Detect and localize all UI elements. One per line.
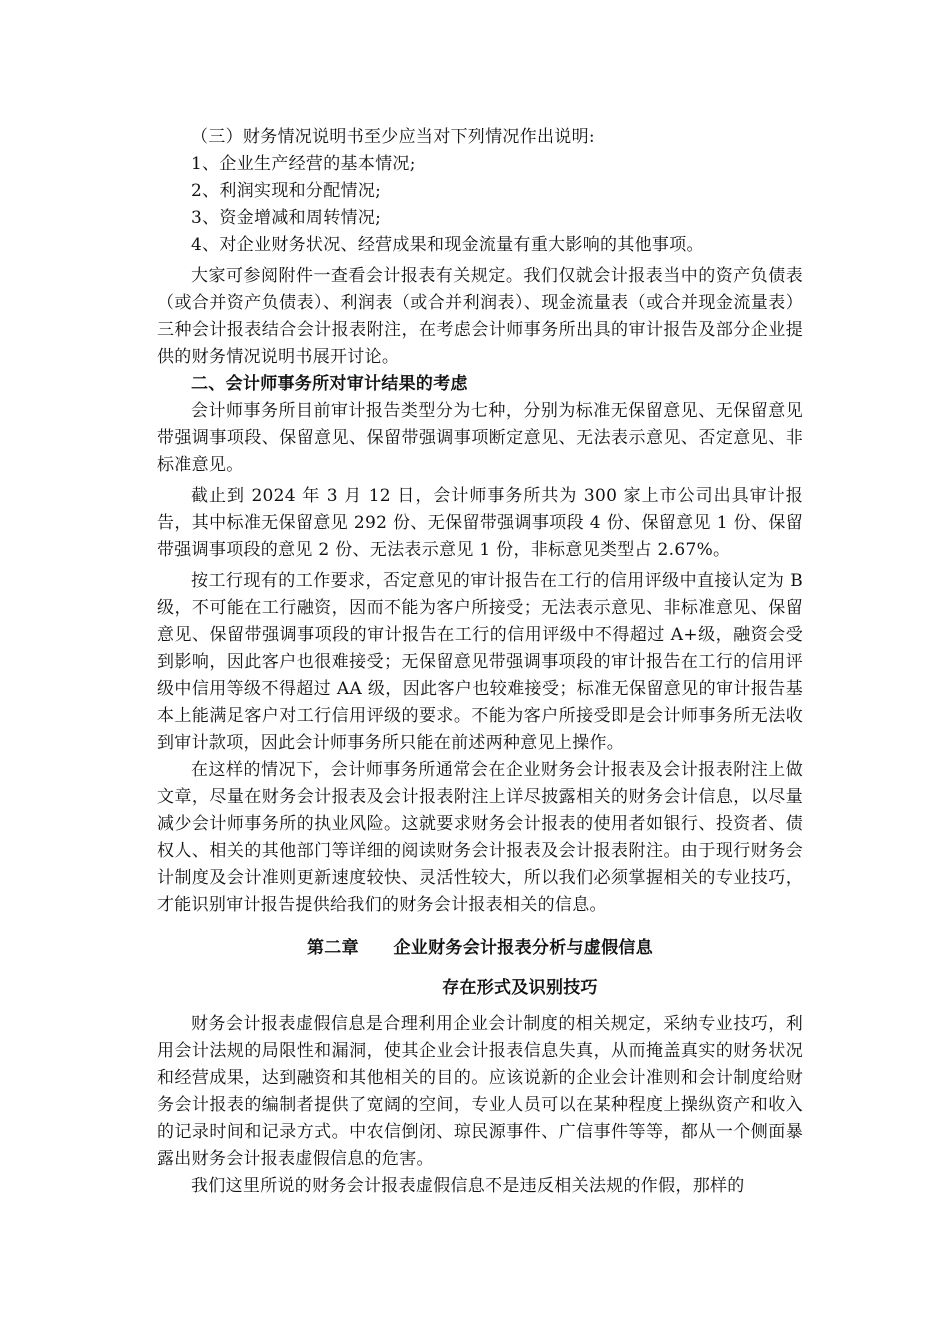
- intro-heading: （三）财务情况说明书至少应当对下列情况作出说明:: [191, 127, 595, 147]
- paragraph-stats: 截止到 2024 年 3 月 12 日，会计师事务所共为 300 家上市公司出具审计报告，其中标准无保留意见 292 份、无保留带强调事项段 4 份、保留意见 1 份、保留带强调事项段的意见 2 份、无法表示意见 1 份，非标意见类型占 2.67%。: [157, 486, 803, 560]
- section-heading: 二、会计师事务所对审计结果的考虑: [191, 374, 468, 394]
- paragraph-situation: 在这样的情况下，会计师事务所通常会在企业财务会计报表及会计报表附注上做文章，尽量在财务会计报表及会计报表附注上详尽披露相关的财务会计信息，以尽量减少会计师事务所的执业风险。这就要求财务会计报表的使用者如银行、投资者、债权人、相关的其他部门等详细的阅读财务会计报表及会计报表附注。由于现行财务会计制度及会计准则更新速度较快、灵活性较大，所以我们必须掌握相关的专业技巧，才能识别审计报告提供给我们的财务会计报表相关的信息。: [157, 760, 803, 915]
- paragraph-refer: 大家可参阅附件一查看会计报表有关规定。我们仅就会计报表当中的资产负债表（或合并资产负债表）、利润表（或合并利润表）、现金流量表（或合并现金流量表）三种会计报表结合会计报表附注，在考虑会计师事务所出具的审计报告及部分企业提供的财务情况说明书展开讨论。: [157, 266, 803, 367]
- paragraph-types: 会计师事务所目前审计报告类型分为七种，分别为标准无保留意见、无保留意见带强调事项段、保留意见、保留带强调事项断定意见、无法表示意见、否定意见、非标准意见。: [157, 401, 803, 475]
- paragraph-bank: 按工行现有的工作要求，否定意见的审计报告在工行的信用评级中直接认定为 B 级，不可能在工行融资，因而不能为客户所接受；无法表示意见、非标准意见、保留意见、保留带强调事项段的审计报告在工行的信用评级中不得超过 A+级，融资会受到影响，因此客户也很难接受；无保留意见带强调事项段的审计报告在工行的信用评级中信用等级不得超过 AA 级，因此客户也较难接受；标准无保留意见的审计报告基本上能满足客户对工行信用评级的要求。不能为客户所接受即是会计师事务所无法收到审计款项，因此会计师事务所只能在前述两种意见上操作。: [157, 571, 803, 753]
- chapter-subtitle: 存在形式及识别技巧: [442, 978, 598, 998]
- list-item: 2、利润实现和分配情况;: [191, 181, 382, 201]
- list-item: 3、资金增减和周转情况;: [191, 208, 382, 228]
- paragraph-last: 我们这里所说的财务会计报表虚假信息不是违反相关法规的作假，那样的: [191, 1176, 745, 1196]
- list-item: 4、对企业财务状况、经营成果和现金流量有重大影响的其他事项。: [191, 235, 704, 255]
- document-body: [157, 124, 803, 1200]
- chapter-title: 第二章 企业财务会计报表分析与虚假信息: [307, 938, 653, 958]
- list-item: 1、企业生产经营的基本情况;: [191, 154, 416, 174]
- paragraph-false-info: 财务会计报表虚假信息是合理利用企业会计制度的相关规定，采纳专业技巧，利用会计法规的局限性和漏洞，使其企业会计报表信息失真，从而掩盖真实的财务状况和经营成果，达到融资和其他相关的目的。应该说新的企业会计准则和会计制度给财务会计报表的编制者提供了宽阔的空间，专业人员可以在某种程度上操纵资产和收入的记录时间和记录方式。中农信倒闭、琼民源事件、广信事件等等，都从一个侧面暴露出财务会计报表虚假信息的危害。: [157, 1014, 803, 1169]
